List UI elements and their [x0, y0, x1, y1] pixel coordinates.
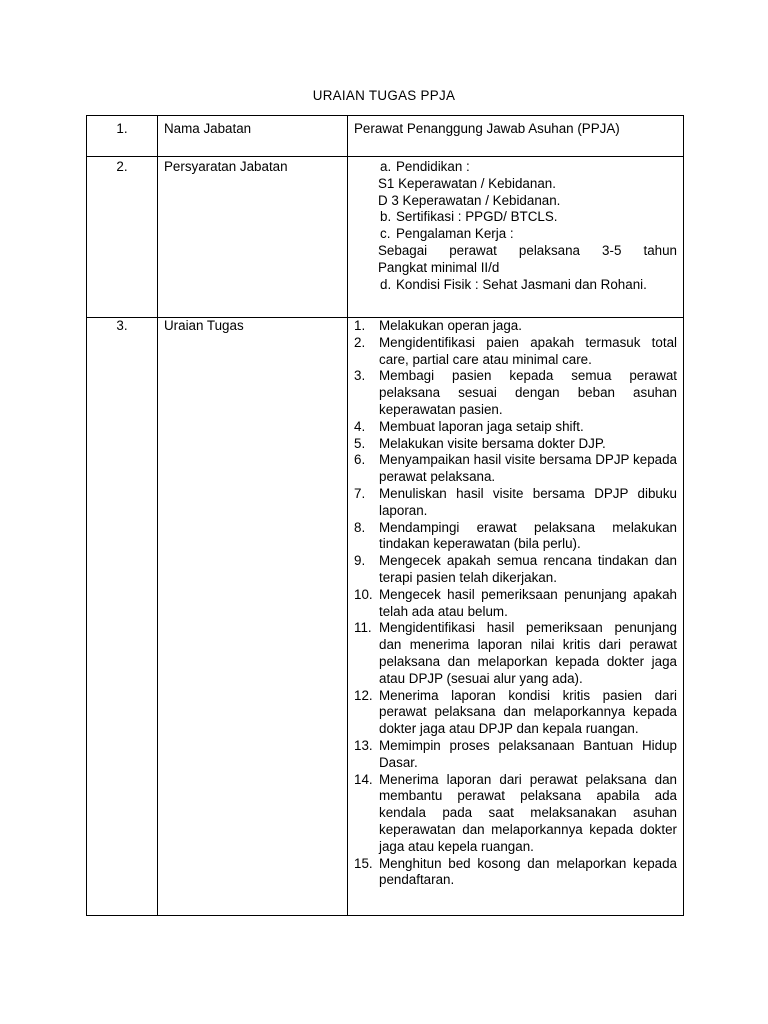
requirement-marker: d.	[380, 276, 392, 292]
task-marker: 15.	[354, 855, 373, 871]
requirements-list	[354, 159, 677, 293]
task-text: Memimpin proses pelaksanaan Bantuan Hidup Dasar.	[379, 737, 677, 770]
row-number: 1.	[87, 116, 158, 157]
row-number: 2.	[87, 157, 158, 318]
task-marker: 10.	[354, 586, 373, 602]
table-row	[87, 318, 684, 916]
tasks-list	[354, 318, 677, 889]
task-marker: 8.	[354, 519, 366, 535]
task-marker: 12.	[354, 687, 373, 703]
task-item	[354, 419, 677, 436]
task-marker: 9.	[354, 553, 366, 569]
task-item	[354, 486, 677, 520]
requirement-item	[354, 159, 677, 176]
task-text: Melakukan visite bersama dokter DJP.	[379, 435, 606, 451]
task-text: Menyampaikan hasil visite bersama DPJP kepada perawat pelaksana.	[379, 452, 677, 485]
requirement-marker: b.	[380, 209, 392, 225]
task-item	[354, 452, 677, 486]
requirement-item	[354, 277, 677, 294]
task-marker: 5.	[354, 435, 366, 451]
task-marker: 7.	[354, 485, 366, 501]
task-item	[354, 738, 677, 772]
task-text: Mengidentifikasi hasil pemeriksaan penunjang dan menerima laporan nilai kritis dari perawat pelaksana dan melaporkan kepada dokter jaga atau DPJP (sesuai alur yang ada).	[379, 620, 677, 686]
requirements-cell	[348, 157, 684, 318]
table-row	[87, 157, 684, 318]
row-label: Nama Jabatan	[158, 116, 348, 157]
requirement-detail: Sebagai perawat pelaksana 3-5 tahun	[378, 242, 677, 258]
task-item	[354, 335, 677, 369]
row-number: 3.	[87, 318, 158, 916]
task-text: Mengecek apakah semua rencana tindakan dan terapi pasien telah dikerjakan.	[379, 553, 677, 585]
task-marker: 11.	[354, 620, 372, 636]
task-marker: 13.	[354, 737, 373, 753]
task-marker: 6.	[354, 452, 366, 468]
task-item	[354, 318, 677, 335]
requirement-text: Pengalaman Kerja :	[396, 226, 514, 242]
task-item	[354, 688, 677, 738]
task-text: Membuat laporan jaga setaip shift.	[379, 418, 584, 434]
row-label: Persyaratan Jabatan	[158, 157, 348, 318]
requirement-marker: a.	[380, 159, 392, 174]
task-item	[354, 620, 677, 687]
tasks-cell	[348, 318, 684, 916]
task-text: Mengidentifikasi paien apakah termasuk total care, partial care atau minimal care.	[379, 334, 677, 367]
requirement-detail: Pangkat minimal II/d	[378, 259, 500, 275]
requirement-text: Kondisi Fisik : Sehat Jasmani dan Rohani.	[396, 276, 647, 292]
task-marker: 2.	[354, 334, 366, 350]
task-item	[354, 856, 677, 890]
task-item	[354, 587, 677, 621]
row-label: Uraian Tugas	[158, 318, 348, 916]
job-description-table	[86, 115, 684, 916]
task-text: Menerima laporan kondisi kritis pasien dari perawat pelaksana dan melaporkannya kepada dokter jaga atau DPJP dan kepala ruangan.	[379, 687, 677, 737]
requirement-text: Sertifikasi : PPGD/ BTCLS.	[396, 209, 558, 225]
requirement-item	[354, 209, 677, 226]
task-marker: 3.	[354, 368, 366, 384]
task-item	[354, 520, 677, 554]
task-item	[354, 436, 677, 453]
task-marker: 4.	[354, 418, 366, 434]
requirement-marker: c.	[380, 226, 391, 242]
requirement-text: Pendidikan :	[396, 159, 470, 174]
task-text: Mendampingi erawat pelaksana melakukan tindakan keperawatan (bila perlu).	[379, 519, 677, 552]
task-text: Membagi pasien kepada semua perawat pelaksana sesuai dengan beban asuhan keperawatan pasien.	[379, 368, 677, 417]
task-marker: 1.	[354, 318, 366, 333]
task-text: Melakukan operan jaga.	[379, 318, 522, 333]
requirement-item	[354, 226, 677, 243]
task-item	[354, 772, 677, 856]
row-value: Perawat Penanggung Jawab Asuhan (PPJA)	[348, 116, 684, 157]
requirement-detail: S1 Keperawatan / Kebidanan.	[378, 175, 556, 191]
document-title: URAIAN TUGAS PPJA	[312, 88, 456, 103]
task-text: Menerima laporan dari perawat pelaksana dan membantu perawat pelaksana apabila ada kendala pada saat melaksanakan asuhan keperawatan dan melaporkannya kepada dokter jaga atau kepela ruangan.	[379, 771, 677, 854]
task-text: Menghitun bed kosong dan melaporkan kepada pendaftaran.	[379, 855, 677, 888]
task-item	[354, 553, 677, 587]
table-row	[87, 116, 684, 157]
task-marker: 14.	[354, 771, 373, 787]
task-text: Mengecek hasil pemeriksaan penunjang apakah telah ada atau belum.	[379, 586, 677, 619]
requirement-detail: D 3 Keperawatan / Kebidanan.	[378, 192, 561, 208]
task-item	[354, 368, 677, 418]
task-text: Menuliskan hasil visite bersama DPJP dibuku laporan.	[379, 485, 677, 518]
